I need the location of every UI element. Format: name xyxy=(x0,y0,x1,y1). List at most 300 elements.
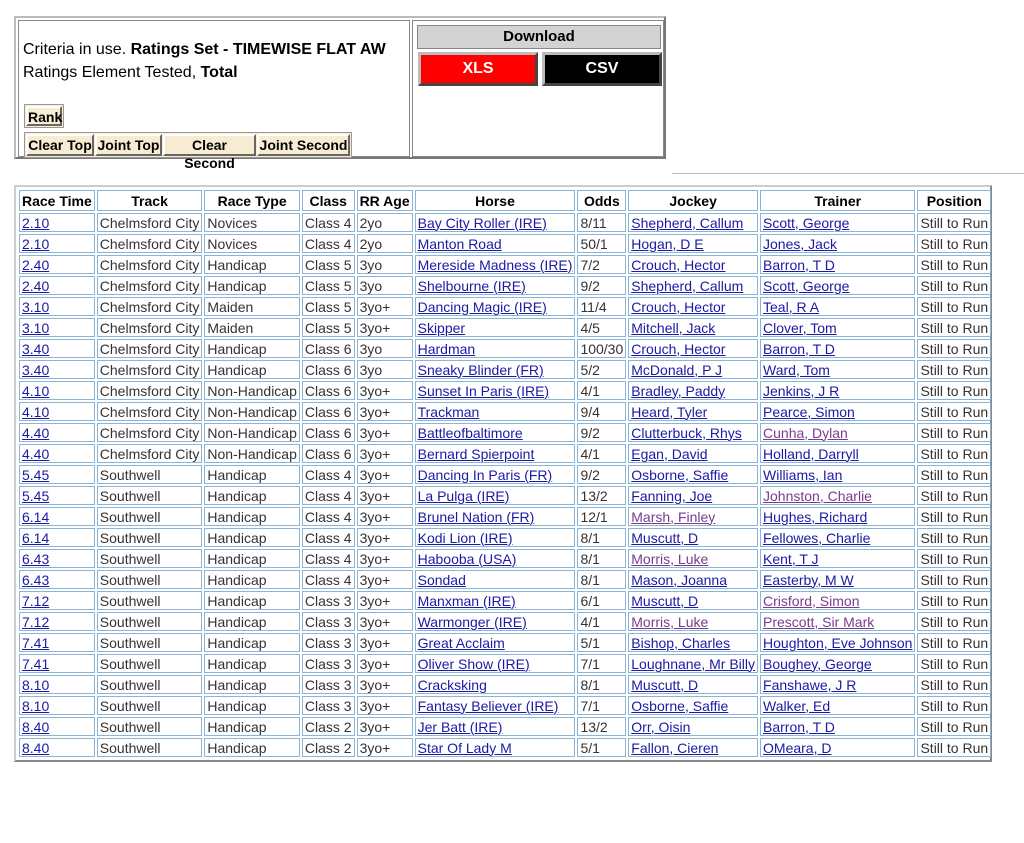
table-row xyxy=(19,465,991,484)
jockey-link[interactable]: Morris, Luke xyxy=(631,613,709,630)
track-cell: Southwell xyxy=(97,528,203,547)
header-rr-age: RR Age xyxy=(357,190,413,211)
trainer-link[interactable]: Scott, George xyxy=(763,214,850,231)
type-cell: Handicap xyxy=(204,717,300,736)
track-cell: Chelmsford City xyxy=(97,444,203,463)
age-cell: 3yo xyxy=(357,255,413,274)
race-time-link[interactable]: 8.40 xyxy=(22,718,50,735)
race-time-link[interactable]: 2.40 xyxy=(22,277,50,294)
type-cell: Non-Handicap xyxy=(204,423,300,442)
track-cell: Chelmsford City xyxy=(97,234,203,253)
trainer-link[interactable]: Barron, T D xyxy=(763,256,835,273)
trainer-link[interactable]: Scott, George xyxy=(763,277,850,294)
position-cell: Still to Run xyxy=(917,549,991,568)
jockey-link[interactable]: Fanning, Joe xyxy=(631,487,713,504)
age-cell: 3yo+ xyxy=(357,738,413,757)
time-cell xyxy=(19,423,95,442)
trainer-link[interactable]: Barron, T D xyxy=(763,718,835,735)
class-cell: Class 6 xyxy=(302,423,355,442)
trainer-link[interactable]: OMeara, D xyxy=(763,739,832,756)
horse-link[interactable]: Dancing In Paris (FR) xyxy=(417,466,553,483)
type-cell: Handicap xyxy=(204,591,300,610)
table-row xyxy=(19,675,991,694)
table-row xyxy=(19,696,991,715)
track-cell: Chelmsford City xyxy=(97,318,203,337)
jockey-link[interactable]: Mason, Joanna xyxy=(631,571,727,588)
race-time-link[interactable]: 3.40 xyxy=(22,340,50,357)
time-cell xyxy=(19,360,95,379)
jockey-link[interactable]: Crouch, Hector xyxy=(631,298,726,315)
race-time-link[interactable]: 7.12 xyxy=(22,613,50,630)
ratings-set-value: Ratings Set - TIMEWISE FLAT AW xyxy=(130,41,386,58)
trainer-link[interactable]: Cunha, Dylan xyxy=(763,424,848,441)
jockey-link[interactable]: Orr, Oisin xyxy=(631,718,691,735)
table-row xyxy=(19,612,991,631)
jockey-cell xyxy=(628,444,758,463)
horse-link[interactable]: Mereside Madness (IRE) xyxy=(417,256,573,273)
odds-cell: 8/1 xyxy=(577,528,626,547)
trainer-cell xyxy=(760,444,915,463)
type-cell: Maiden xyxy=(204,318,300,337)
trainer-link[interactable]: Boughey, George xyxy=(763,655,872,672)
horse-cell xyxy=(415,507,576,526)
header-odds: Odds xyxy=(577,190,626,211)
trainer-cell xyxy=(760,381,915,400)
position-cell: Still to Run xyxy=(917,633,991,652)
horse-link[interactable]: Habooba (USA) xyxy=(417,550,517,567)
header-trainer: Trainer xyxy=(760,190,915,211)
jockey-link[interactable]: Shepherd, Callum xyxy=(631,277,744,294)
horse-link[interactable]: Shelbourne (IRE) xyxy=(417,277,526,294)
header-race-type: Race Type xyxy=(204,190,300,211)
odds-cell: 6/1 xyxy=(577,591,626,610)
time-cell xyxy=(19,528,95,547)
odds-cell: 9/4 xyxy=(577,402,626,421)
class-cell: Class 2 xyxy=(302,738,355,757)
jockey-link[interactable]: Marsh, Finley xyxy=(631,508,716,525)
joint-second-button[interactable]: Joint Second xyxy=(257,134,350,156)
table-row xyxy=(19,444,991,463)
horse-link[interactable]: Skipper xyxy=(417,319,466,336)
jockey-link[interactable]: Muscutt, D xyxy=(631,529,699,546)
clear-top-button[interactable]: Clear Top xyxy=(26,134,94,156)
trainer-cell xyxy=(760,549,915,568)
jockey-link[interactable]: Crouch, Hector xyxy=(631,256,726,273)
position-cell: Still to Run xyxy=(917,255,991,274)
horse-link[interactable]: Trackman xyxy=(417,403,480,420)
trainer-link[interactable]: Houghton, Eve Johnson xyxy=(763,634,913,651)
jockey-cell xyxy=(628,234,758,253)
odds-cell: 5/1 xyxy=(577,738,626,757)
trainer-link[interactable]: Teal, R A xyxy=(763,298,820,315)
jockey-link[interactable]: Clutterbuck, Rhys xyxy=(631,424,742,441)
age-cell: 3yo+ xyxy=(357,423,413,442)
criteria-label: Criteria in use. xyxy=(23,41,131,58)
race-time-link[interactable]: 2.10 xyxy=(22,214,50,231)
odds-cell: 5/2 xyxy=(577,360,626,379)
rank-button[interactable]: Rank xyxy=(26,106,62,126)
time-cell xyxy=(19,465,95,484)
horse-cell xyxy=(415,465,576,484)
class-cell: Class 3 xyxy=(302,633,355,652)
position-cell: Still to Run xyxy=(917,507,991,526)
table-row xyxy=(19,402,991,421)
jockey-link[interactable]: Morris, Luke xyxy=(631,550,709,567)
track-cell: Southwell xyxy=(97,675,203,694)
odds-cell: 13/2 xyxy=(577,486,626,505)
age-cell: 3yo+ xyxy=(357,654,413,673)
horse-cell xyxy=(415,276,576,295)
position-cell: Still to Run xyxy=(917,234,991,253)
age-cell: 3yo+ xyxy=(357,528,413,547)
race-time-link[interactable]: 4.40 xyxy=(22,424,50,441)
trainer-link[interactable]: Kent, T J xyxy=(763,550,819,567)
xls-download-button[interactable]: XLS xyxy=(418,52,538,86)
trainer-link[interactable]: Johnston, Charlie xyxy=(763,487,872,504)
jockey-cell xyxy=(628,591,758,610)
trainer-link[interactable]: Holland, Darryll xyxy=(763,445,859,462)
type-cell: Handicap xyxy=(204,528,300,547)
horse-cell xyxy=(415,549,576,568)
csv-download-button[interactable]: CSV xyxy=(542,52,662,86)
race-time-link[interactable]: 5.45 xyxy=(22,466,50,483)
track-cell: Southwell xyxy=(97,612,203,631)
class-cell: Class 3 xyxy=(302,612,355,631)
table-row xyxy=(19,591,991,610)
trainer-cell xyxy=(760,486,915,505)
position-cell: Still to Run xyxy=(917,276,991,295)
download-heading: Download xyxy=(417,25,661,49)
class-cell: Class 2 xyxy=(302,717,355,736)
race-time-link[interactable]: 5.45 xyxy=(22,487,50,504)
age-cell: 3yo+ xyxy=(357,717,413,736)
odds-cell: 100/30 xyxy=(577,339,626,358)
table-row xyxy=(19,717,991,736)
jockey-link[interactable]: Muscutt, D xyxy=(631,592,699,609)
trainer-link[interactable]: Jones, Jack xyxy=(763,235,837,252)
odds-cell: 4/1 xyxy=(577,381,626,400)
trainer-link[interactable]: Barron, T D xyxy=(763,340,835,357)
trainer-cell xyxy=(760,276,915,295)
jockey-cell xyxy=(628,423,758,442)
trainer-cell xyxy=(760,717,915,736)
horse-link[interactable]: Cracksking xyxy=(417,676,487,693)
element-label: Ratings Element Tested, xyxy=(23,64,201,81)
time-cell xyxy=(19,339,95,358)
horse-link[interactable]: Battleofbaltimore xyxy=(417,424,523,441)
age-cell: 3yo+ xyxy=(357,696,413,715)
track-cell: Chelmsford City xyxy=(97,360,203,379)
position-cell: Still to Run xyxy=(917,444,991,463)
track-cell: Chelmsford City xyxy=(97,402,203,421)
trainer-link[interactable]: Walker, Ed xyxy=(763,697,831,714)
position-cell: Still to Run xyxy=(917,297,991,316)
type-cell: Maiden xyxy=(204,297,300,316)
horse-cell xyxy=(415,696,576,715)
horse-link[interactable]: Sondad xyxy=(417,571,466,588)
jockey-cell xyxy=(628,213,758,232)
criteria-box xyxy=(18,20,410,171)
trainer-cell xyxy=(760,633,915,652)
odds-cell: 8/1 xyxy=(577,570,626,589)
age-cell: 3yo+ xyxy=(357,381,413,400)
table-row xyxy=(19,570,991,589)
header-class: Class xyxy=(302,190,355,211)
type-cell: Handicap xyxy=(204,507,300,526)
class-cell: Class 6 xyxy=(302,444,355,463)
trainer-cell xyxy=(760,738,915,757)
race-time-link[interactable]: 3.10 xyxy=(22,298,50,315)
trainer-cell xyxy=(760,612,915,631)
table-row xyxy=(19,738,991,757)
race-time-link[interactable]: 4.10 xyxy=(22,382,50,399)
age-cell: 3yo+ xyxy=(357,507,413,526)
jockey-link[interactable]: Heard, Tyler xyxy=(631,403,708,420)
race-time-link[interactable]: 6.43 xyxy=(22,571,50,588)
time-cell xyxy=(19,255,95,274)
jockey-link[interactable]: Bradley, Paddy xyxy=(631,382,726,399)
trainer-link[interactable]: Ward, Tom xyxy=(763,361,830,378)
divider xyxy=(672,173,1024,174)
horse-link[interactable]: Oliver Show (IRE) xyxy=(417,655,530,672)
jockey-cell xyxy=(628,654,758,673)
table-row xyxy=(19,654,991,673)
table-row xyxy=(19,255,991,274)
horse-link[interactable]: Brunel Nation (FR) xyxy=(417,508,535,525)
age-cell: 3yo+ xyxy=(357,675,413,694)
jockey-link[interactable]: Loughnane, Mr Billy xyxy=(631,655,756,672)
jockey-link[interactable]: Egan, David xyxy=(631,445,708,462)
odds-cell: 13/2 xyxy=(577,717,626,736)
type-cell: Non-Handicap xyxy=(204,381,300,400)
horse-link[interactable]: Manxman (IRE) xyxy=(417,592,516,609)
position-cell: Still to Run xyxy=(917,717,991,736)
race-time-link[interactable]: 8.40 xyxy=(22,739,50,756)
trainer-link[interactable]: Clover, Tom xyxy=(763,319,837,336)
horse-link[interactable]: Sneaky Blinder (FR) xyxy=(417,361,544,378)
race-time-link[interactable]: 8.10 xyxy=(22,697,50,714)
results-table-frame xyxy=(14,185,992,762)
odds-cell: 8/1 xyxy=(577,675,626,694)
track-cell: Southwell xyxy=(97,717,203,736)
trainer-link[interactable]: Crisford, Simon xyxy=(763,592,860,609)
trainer-link[interactable]: Fanshawe, J R xyxy=(763,676,857,693)
trainer-link[interactable]: Pearce, Simon xyxy=(763,403,855,420)
race-time-link[interactable]: 2.10 xyxy=(22,235,50,252)
jockey-cell xyxy=(628,612,758,631)
age-cell: 3yo xyxy=(357,360,413,379)
horse-link[interactable]: Kodi Lion (IRE) xyxy=(417,529,513,546)
trainer-link[interactable]: Fellowes, Charlie xyxy=(763,529,871,546)
trainer-cell xyxy=(760,318,915,337)
race-time-link[interactable]: 4.10 xyxy=(22,403,50,420)
jockey-cell xyxy=(628,465,758,484)
jockey-cell xyxy=(628,486,758,505)
time-cell xyxy=(19,591,95,610)
horse-link[interactable]: Manton Road xyxy=(417,235,502,252)
type-cell: Handicap xyxy=(204,738,300,757)
trainer-cell xyxy=(760,255,915,274)
jockey-link[interactable]: Bishop, Charles xyxy=(631,634,731,651)
jockey-cell xyxy=(628,633,758,652)
jockey-link[interactable]: Shepherd, Callum xyxy=(631,214,744,231)
class-cell: Class 3 xyxy=(302,654,355,673)
trainer-cell xyxy=(760,360,915,379)
clear-second-button[interactable]: Clear Second xyxy=(163,134,256,156)
race-time-link[interactable]: 7.41 xyxy=(22,655,50,672)
race-time-link[interactable]: 6.14 xyxy=(22,508,50,525)
position-cell: Still to Run xyxy=(917,360,991,379)
age-cell: 3yo+ xyxy=(357,612,413,631)
jockey-cell xyxy=(628,276,758,295)
age-cell: 3yo+ xyxy=(357,297,413,316)
trainer-link[interactable]: Williams, Ian xyxy=(763,466,843,483)
odds-cell: 11/4 xyxy=(577,297,626,316)
table-row xyxy=(19,549,991,568)
race-time-link[interactable]: 6.14 xyxy=(22,529,50,546)
joint-top-button[interactable]: Joint Top xyxy=(95,134,162,156)
jockey-cell xyxy=(628,675,758,694)
horse-link[interactable]: Fantasy Believer (IRE) xyxy=(417,697,559,714)
time-cell xyxy=(19,507,95,526)
race-time-link[interactable]: 7.41 xyxy=(22,634,50,651)
jockey-link[interactable]: Osborne, Saffie xyxy=(631,466,729,483)
element-value: Total xyxy=(200,64,238,81)
horse-link[interactable]: La Pulga (IRE) xyxy=(417,487,510,504)
time-cell xyxy=(19,717,95,736)
horse-link[interactable]: Great Acclaim xyxy=(417,634,505,651)
trainer-cell xyxy=(760,465,915,484)
trainer-cell xyxy=(760,297,915,316)
horse-link[interactable]: Warmonger (IRE) xyxy=(417,613,527,630)
age-cell: 3yo+ xyxy=(357,591,413,610)
jockey-link[interactable]: Osborne, Saffie xyxy=(631,697,729,714)
position-cell: Still to Run xyxy=(917,738,991,757)
trainer-cell xyxy=(760,570,915,589)
race-time-link[interactable]: 2.40 xyxy=(22,256,50,273)
age-cell: 3yo+ xyxy=(357,318,413,337)
jockey-link[interactable]: McDonald, P J xyxy=(631,361,723,378)
jockey-cell xyxy=(628,381,758,400)
table-row xyxy=(19,507,991,526)
time-cell xyxy=(19,570,95,589)
class-cell: Class 3 xyxy=(302,696,355,715)
track-cell: Chelmsford City xyxy=(97,255,203,274)
type-cell: Handicap xyxy=(204,654,300,673)
jockey-link[interactable]: Muscutt, D xyxy=(631,676,699,693)
odds-cell: 4/1 xyxy=(577,444,626,463)
trainer-cell xyxy=(760,402,915,421)
odds-cell: 5/1 xyxy=(577,633,626,652)
track-cell: Southwell xyxy=(97,507,203,526)
header-position: Position xyxy=(917,190,991,211)
horse-link[interactable]: Sunset In Paris (IRE) xyxy=(417,382,550,399)
horse-link[interactable]: Hardman xyxy=(417,340,476,357)
horse-cell xyxy=(415,654,576,673)
jockey-link[interactable]: Crouch, Hector xyxy=(631,340,726,357)
jockey-cell xyxy=(628,507,758,526)
criteria-ratings-set xyxy=(23,41,386,59)
trainer-link[interactable]: Jenkins, J R xyxy=(763,382,840,399)
race-time-link[interactable]: 8.10 xyxy=(22,676,50,693)
time-cell xyxy=(19,297,95,316)
table-header-row xyxy=(19,190,991,211)
track-cell: Chelmsford City xyxy=(97,339,203,358)
trainer-cell xyxy=(760,675,915,694)
table-row xyxy=(19,213,991,232)
rank-button-frame xyxy=(24,104,64,128)
track-cell: Chelmsford City xyxy=(97,381,203,400)
odds-cell: 12/1 xyxy=(577,507,626,526)
track-cell: Southwell xyxy=(97,591,203,610)
time-cell xyxy=(19,675,95,694)
horse-link[interactable]: Bernard Spierpoint xyxy=(417,445,535,462)
horse-cell xyxy=(415,738,576,757)
odds-cell: 4/1 xyxy=(577,612,626,631)
criteria-element xyxy=(23,64,238,82)
age-cell: 3yo+ xyxy=(357,486,413,505)
header-jockey: Jockey xyxy=(628,190,758,211)
table-row xyxy=(19,276,991,295)
class-cell: Class 4 xyxy=(302,486,355,505)
track-cell: Southwell xyxy=(97,486,203,505)
race-time-link[interactable]: 6.43 xyxy=(22,550,50,567)
header-race-time: Race Time xyxy=(19,190,95,211)
horse-link[interactable]: Bay City Roller (IRE) xyxy=(417,214,547,231)
horse-link[interactable]: Jer Batt (IRE) xyxy=(417,718,503,735)
class-cell: Class 4 xyxy=(302,234,355,253)
position-filter-group xyxy=(24,132,352,171)
odds-cell: 50/1 xyxy=(577,234,626,253)
type-cell: Non-Handicap xyxy=(204,402,300,421)
horse-cell xyxy=(415,360,576,379)
time-cell xyxy=(19,612,95,631)
type-cell: Handicap xyxy=(204,696,300,715)
race-time-link[interactable]: 3.10 xyxy=(22,319,50,336)
age-cell: 3yo+ xyxy=(357,633,413,652)
race-time-link[interactable]: 4.40 xyxy=(22,445,50,462)
odds-cell: 9/2 xyxy=(577,423,626,442)
type-cell: Handicap xyxy=(204,486,300,505)
trainer-link[interactable]: Prescott, Sir Mark xyxy=(763,613,875,630)
class-cell: Class 4 xyxy=(302,465,355,484)
class-cell: Class 6 xyxy=(302,381,355,400)
odds-cell: 9/2 xyxy=(577,465,626,484)
table-row xyxy=(19,528,991,547)
race-time-link[interactable]: 7.12 xyxy=(22,592,50,609)
odds-cell: 7/1 xyxy=(577,654,626,673)
horse-cell xyxy=(415,255,576,274)
type-cell: Handicap xyxy=(204,633,300,652)
table-row xyxy=(19,633,991,652)
age-cell: 3yo+ xyxy=(357,402,413,421)
jockey-link[interactable]: Fallon, Cieren xyxy=(631,739,719,756)
trainer-link[interactable]: Easterby, M W xyxy=(763,571,854,588)
jockey-link[interactable]: Mitchell, Jack xyxy=(631,319,716,336)
time-cell xyxy=(19,318,95,337)
horse-link[interactable]: Star Of Lady M xyxy=(417,739,512,756)
time-cell xyxy=(19,213,95,232)
horse-link[interactable]: Dancing Magic (IRE) xyxy=(417,298,547,315)
trainer-link[interactable]: Hughes, Richard xyxy=(763,508,868,525)
time-cell xyxy=(19,633,95,652)
race-time-link[interactable]: 3.40 xyxy=(22,361,50,378)
class-cell: Class 3 xyxy=(302,675,355,694)
jockey-link[interactable]: Hogan, D E xyxy=(631,235,704,252)
header-horse: Horse xyxy=(415,190,576,211)
horse-cell xyxy=(415,234,576,253)
odds-cell: 4/5 xyxy=(577,318,626,337)
